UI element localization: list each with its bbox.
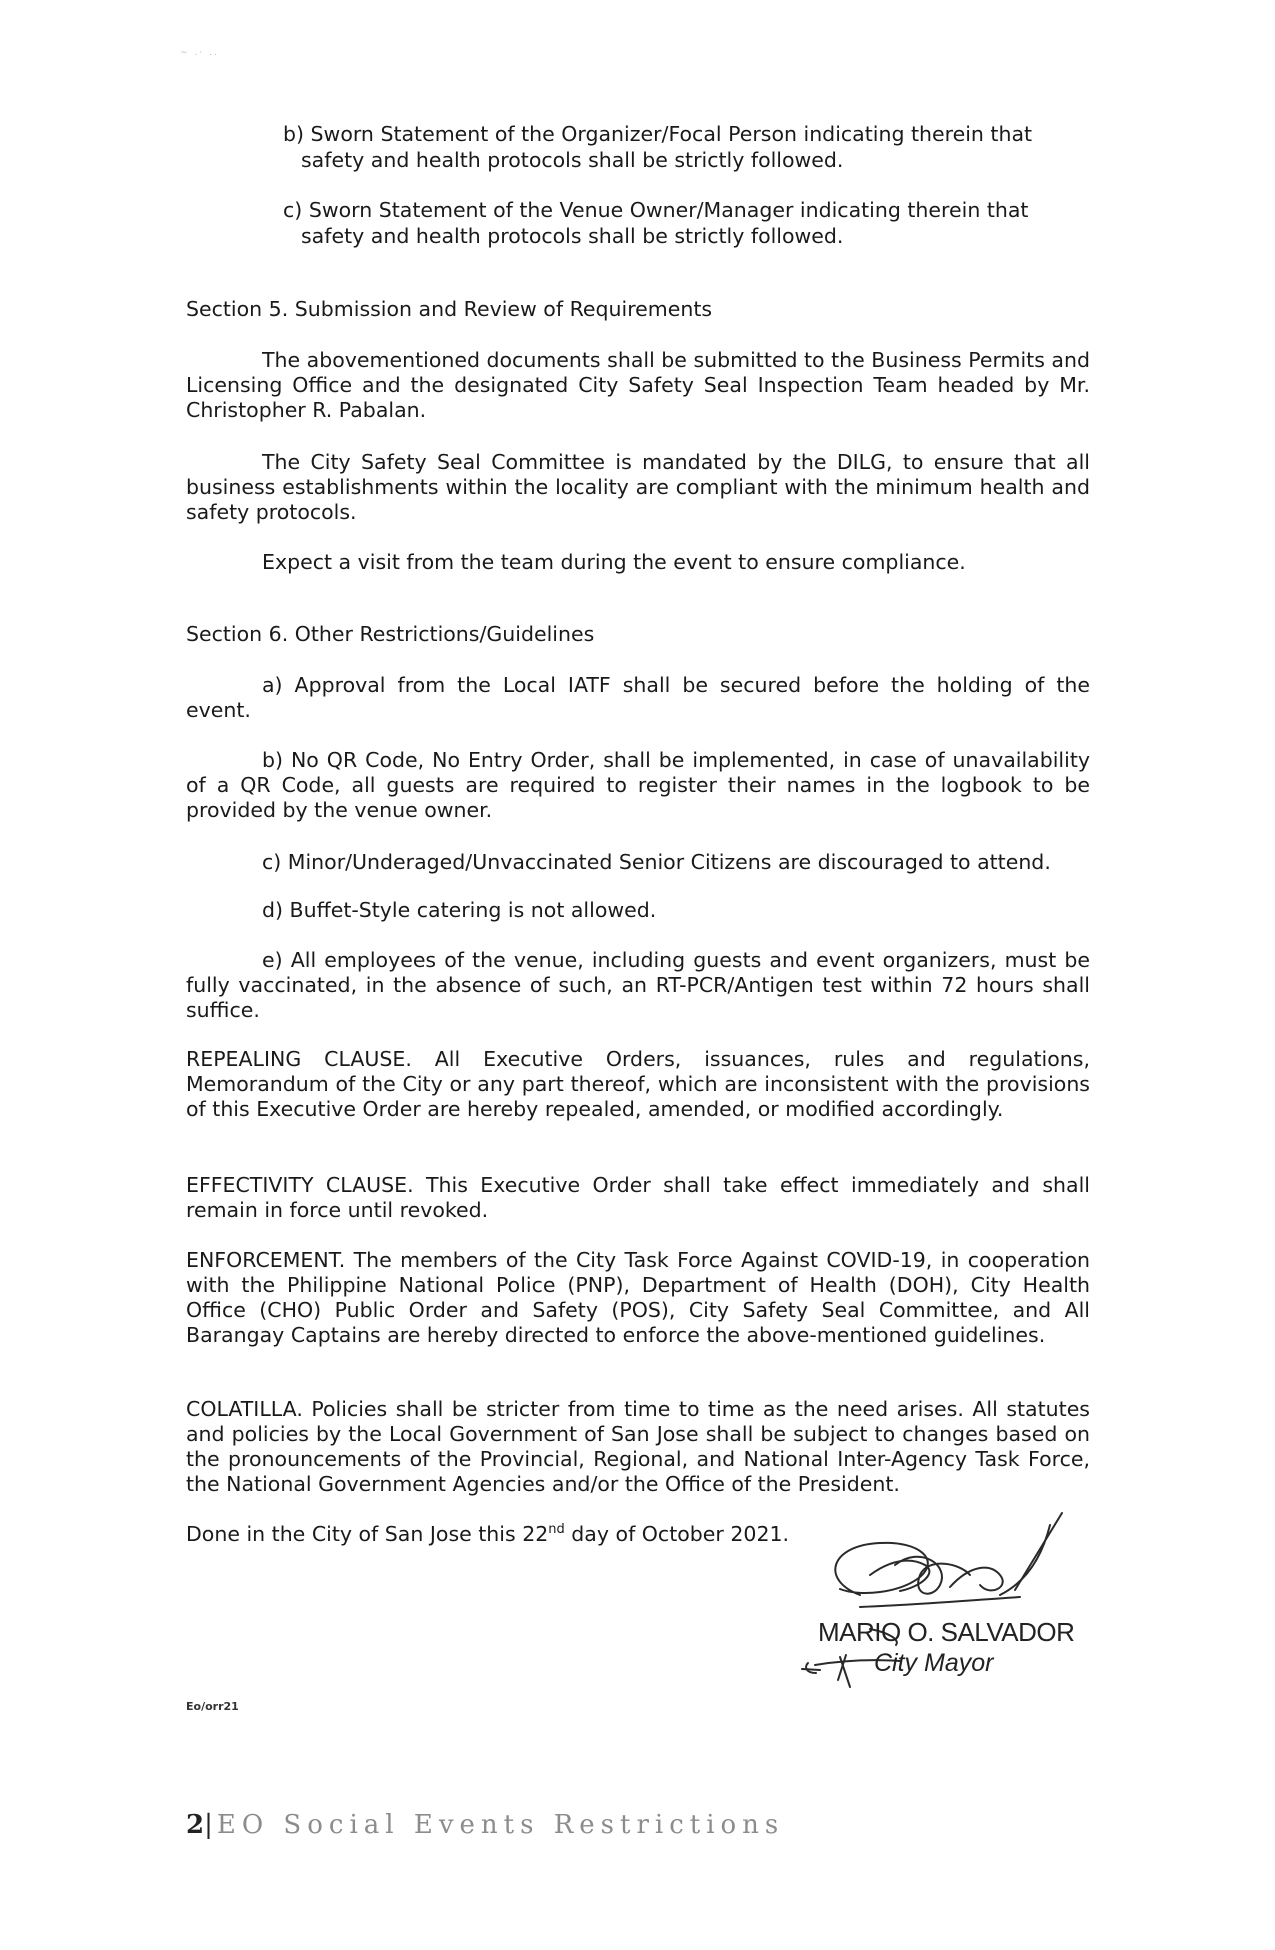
section5-heading: Section 5. Submission and Review of Requirements [186, 297, 713, 321]
section6-item-a: a) Approval from the Local IATF shall be secured before the holding of the event. [186, 673, 1090, 722]
item-c-label: c) [283, 198, 303, 222]
section6-item-b: b) No QR Code, No Entry Order, shall be implemented, in case of unavailability of a QR Code, all guests are required to register their names in the logbook to be provided by the venue owner. [186, 748, 1090, 822]
item-c [283, 198, 1083, 223]
section6-item-e: e) All employees of the venue, including guests and event organizers, must be fully vaccinated, in the absence of such, an RT-PCR/Antigen test within 72 hours shall suffice. [186, 948, 1090, 1022]
section5-paragraph-1: The abovementioned documents shall be submitted to the Business Permits and Licensing Office and the designated City Safety Seal Inspection Team headed by Mr. Christopher R. Pabalan. [186, 348, 1090, 422]
item-c-line2: safety and health protocols shall be strictly followed. [301, 224, 844, 248]
repealing-clause: REPEALING CLAUSE. All Executive Orders, issuances, rules and regulations, Memorandum of the City or any part thereof, which are inconsistent with the provisions of this Executive Order are hereby repealed, amended, or modified accordingly. [186, 1047, 1090, 1121]
item-c-line1: Sworn Statement of the Venue Owner/Manager indicating therein that [308, 198, 1029, 222]
done-text-before: Done in the City of San Jose this 22 [186, 1522, 549, 1546]
item-b-line1: Sworn Statement of the Organizer/Focal Person indicating therein that [310, 122, 1033, 146]
item-b-label: b) [283, 122, 305, 146]
section6-item-c: c) Minor/Underaged/Unvaccinated Senior Citizens are discouraged to attend. [262, 850, 1051, 874]
page-number: 2 [186, 1810, 205, 1840]
item-b [283, 122, 1083, 147]
signatory-title: City Mayor [874, 1649, 994, 1677]
enforcement-clause: ENFORCEMENT. The members of the City Task Force Against COVID-19, in cooperation with the Philippine National Police (PNP), Department of Health (DOH), City Health Office (CHO) Public Order and Safety (POS), City Safety Seal Committee, and All Barangay Captains are hereby directed to enforce the above-mentioned guidelines. [186, 1248, 1090, 1347]
footer-title: EO Social Events Restrictions [216, 1810, 785, 1840]
section5-paragraph-2: The City Safety Seal Committee is mandated by the DILG, to ensure that all business establishments within the locality are compliant with the minimum health and safety protocols. [186, 450, 1090, 524]
section5-paragraph-3: Expect a visit from the team during the event to ensure compliance. [262, 550, 966, 574]
footer-separator: | [204, 1810, 213, 1840]
effectivity-clause: EFFECTIVITY CLAUSE. This Executive Order shall take effect immediately and shall remain in force until revoked. [186, 1173, 1090, 1222]
section6-heading: Section 6. Other Restrictions/Guidelines [186, 622, 595, 646]
colatilla-clause: COLATILLA. Policies shall be stricter from time to time as the need arises. All statutes and policies by the Local Government of San Jose shall be subject to changes based on the pronouncements of the Provincial, Regional, and National Inter-Agency Task Force, the National Government Agencies and/or the Office of the President. [186, 1397, 1090, 1496]
done-text-after: day of October 2021. [564, 1522, 790, 1546]
signatory-name: MARIO O. SALVADOR [818, 1617, 1075, 1647]
section6-item-d: d) Buffet-Style catering is not allowed. [262, 898, 657, 922]
reference-code: Eo/orr21 [186, 1700, 239, 1713]
item-b-line2: safety and health protocols shall be strictly followed. [301, 148, 844, 172]
page-footer [186, 1810, 784, 1840]
done-statement [186, 1522, 886, 1547]
done-ordinal-suffix: nd [548, 1522, 565, 1538]
scan-mark: ~ .· .. [180, 48, 219, 58]
